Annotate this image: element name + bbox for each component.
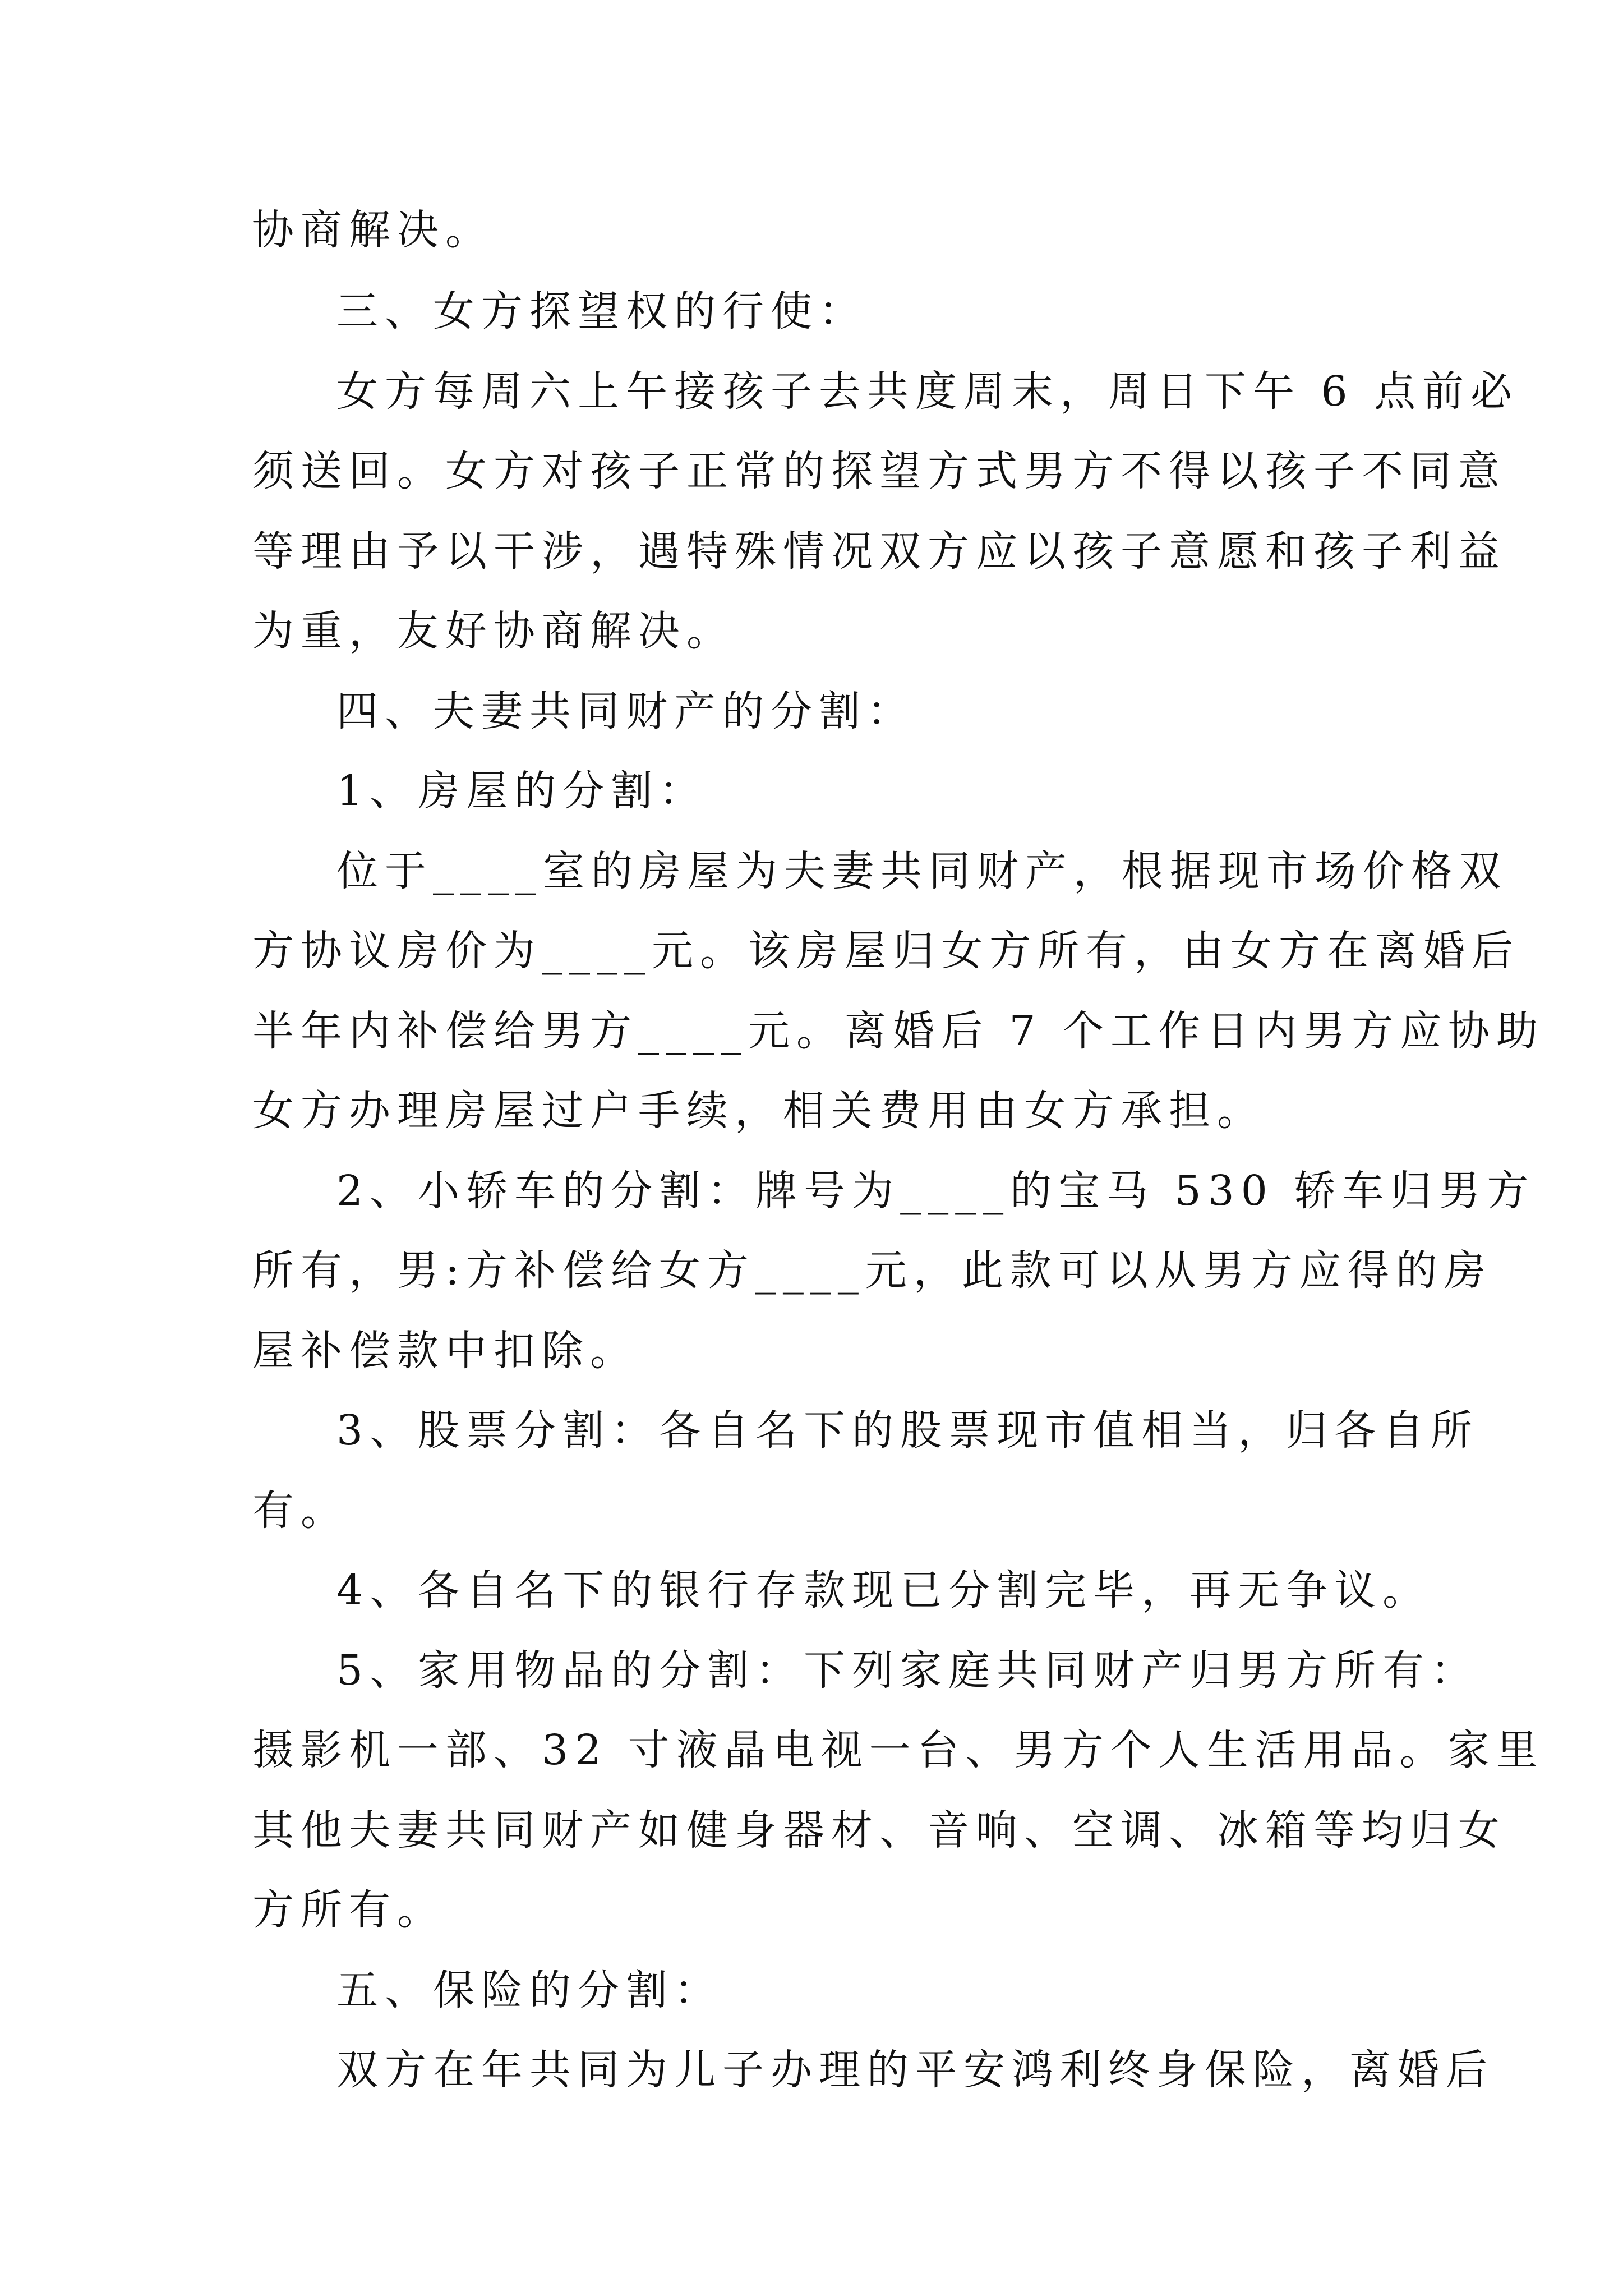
paragraph-line: 屋补偿款中扣除。 xyxy=(252,1327,638,1375)
paragraph-line: 位于____室的房屋为夫妻共同财产，根据现市场价格双 xyxy=(336,847,1507,895)
subsection-heading: 1、房屋的分割： xyxy=(336,767,708,815)
paragraph-line: 女方每周六上午接孩子去共度周末，周日下午 6 点前必 xyxy=(336,367,1519,416)
paragraph-line: 方协议房价为____元。该房屋归女方所有，由女方在离婚后 xyxy=(252,927,1520,975)
paragraph-line: 方所有。 xyxy=(252,1886,445,1934)
paragraph-line: 2、小轿车的分割：牌号为____的宝马 530 轿车归男方 xyxy=(336,1167,1536,1215)
section-heading: 五、保险的分割： xyxy=(336,1966,722,2014)
paragraph-line: 3、股票分割：各自名下的股票现市值相当，归各自所 xyxy=(336,1406,1479,1455)
paragraph-line: 为重，友好协商解决。 xyxy=(252,607,735,655)
paragraph-line: 双方在年共同为儿子办理的平安鸿利终身保险，离婚后 xyxy=(336,2046,1494,2094)
paragraph-line: 所有，男:方补偿给女方____元，此款可以从男方应得的房 xyxy=(252,1246,1492,1295)
section-heading: 四、夫妻共同财产的分割： xyxy=(336,687,915,735)
section-heading: 三、女方探望权的行使： xyxy=(336,287,867,335)
paragraph-line: 摄影机一部、32 寸液晶电视一台、男方个人生活用品。家里 xyxy=(252,1726,1544,1774)
paragraph-line: 4、各自名下的银行存款现已分割完毕，再无争议。 xyxy=(336,1566,1431,1614)
paragraph-line: 5、家用物品的分割：下列家庭共同财产归男方所有： xyxy=(336,1646,1479,1695)
paragraph-line: 女方办理房屋过户手续，相关费用由女方承担。 xyxy=(252,1087,1265,1135)
paragraph-line: 等理由予以干涉，遇特殊情况双方应以孩子意愿和孩子利益 xyxy=(252,527,1506,576)
paragraph-line: 协商解决。 xyxy=(252,206,494,254)
paragraph-line: 半年内补偿给男方____元。离婚后 7 个工作日内男方应协助 xyxy=(252,1007,1545,1055)
paragraph-line: 其他夫妻共同财产如健身器材、音响、空调、冰箱等均归女 xyxy=(252,1806,1506,1855)
paragraph-line: 须送回。女方对孩子正常的探望方式男方不得以孩子不同意 xyxy=(252,447,1506,495)
paragraph-line: 有。 xyxy=(252,1487,349,1535)
